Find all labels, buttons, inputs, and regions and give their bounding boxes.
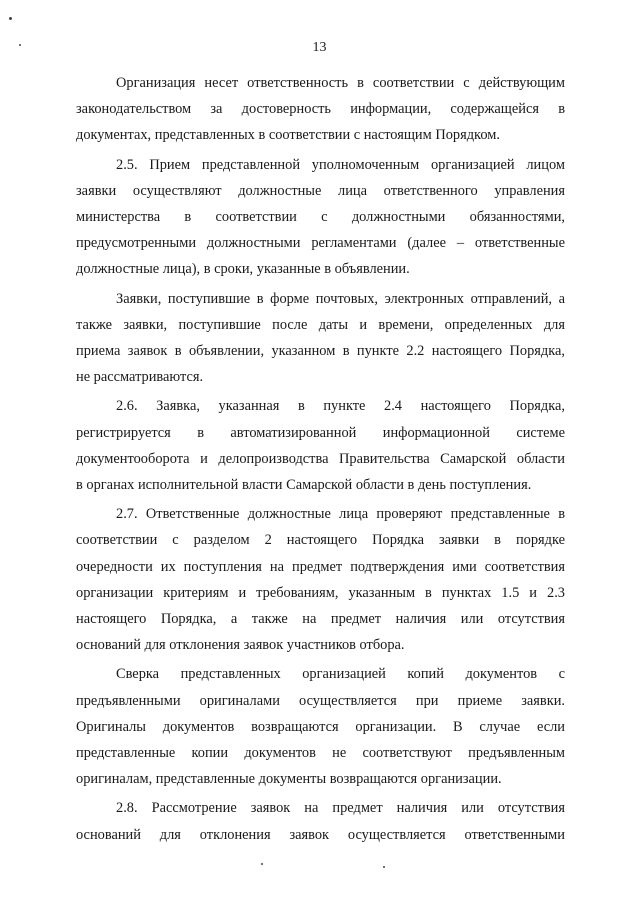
scan-speck <box>383 866 385 868</box>
paragraph <box>76 393 565 498</box>
text-line: Сверка представленных организацией копий документов с <box>116 666 565 683</box>
text-line: также заявки, поступившие после даты и времени, определенных для <box>76 316 565 333</box>
text-line: регистрируется в автоматизированной информационной системе <box>76 424 565 441</box>
text-line: в органах исполнительной власти Самарской области в день поступления. <box>76 477 532 494</box>
text-line: документооборота и делопроизводства Правительства Самарской области <box>76 450 565 467</box>
paragraph <box>76 286 565 391</box>
text-line: 2.7. Ответственные должностные лица проверяют представленные в <box>116 506 565 523</box>
text-line: законодательством за достоверность информации, содержащейся в <box>76 101 565 118</box>
text-line: документах, представленных в соответствии с настоящим Порядком. <box>76 127 500 144</box>
document-body <box>76 70 565 851</box>
paragraph <box>76 152 565 283</box>
paragraph <box>76 661 565 792</box>
text-line: представленные копии документов не соответствуют предъявленным <box>76 745 565 762</box>
text-line: 2.8. Рассмотрение заявок на предмет наличия или отсутствия <box>116 800 565 817</box>
text-line: 2.6. Заявка, указанная в пункте 2.4 настоящего Порядка, <box>116 398 565 415</box>
text-line: предусмотренными должностными регламентами (далее – ответственные <box>76 235 565 252</box>
scan-speck <box>261 863 263 865</box>
text-line: министерства в соответствии с должностными обязанностями, <box>76 209 565 226</box>
text-line: 2.5. Прием представленной уполномоченным организацией лицом <box>116 156 565 173</box>
text-line: предъявленными оригиналами осуществляется при приеме заявки. <box>76 692 565 709</box>
text-line: оснований для отклонения заявок осуществляется ответственными <box>76 826 565 843</box>
scan-speck <box>9 17 12 20</box>
text-line: соответствии с разделом 2 настоящего Порядка заявки в порядке <box>76 532 565 549</box>
text-line: настоящего Порядка, а также на предмет наличия или отсутствия <box>76 611 565 628</box>
paragraph <box>76 501 565 658</box>
text-line: очередности их поступления на предмет подтверждения ими соответствия <box>76 558 565 575</box>
paragraph <box>76 70 565 149</box>
text-line: приема заявок в объявлении, указанном в пункте 2.2 настоящего Порядка, <box>76 343 565 360</box>
page-number: 13 <box>312 40 327 55</box>
scan-speck <box>19 44 21 46</box>
text-line: заявки осуществляют должностные лица ответственного управления <box>76 182 565 199</box>
text-line: должностные лица), в сроки, указанные в объявлении. <box>76 261 410 278</box>
text-line: Оригиналы документов возвращаются организации. В случае если <box>76 718 565 735</box>
text-line: Заявки, поступившие в форме почтовых, электронных отправлений, а <box>116 290 565 307</box>
text-line: оригиналам, представленные документы возвращаются организации. <box>76 771 502 788</box>
text-line: не рассматриваются. <box>76 369 204 386</box>
paragraph <box>76 795 565 847</box>
text-line: оснований для отклонения заявок участников отбора. <box>76 637 405 654</box>
text-line: Организация несет ответственность в соответствии с действующим <box>116 75 565 91</box>
text-line: организации критериям и требованиям, указанным в пунктах 1.5 и 2.3 <box>76 584 565 601</box>
